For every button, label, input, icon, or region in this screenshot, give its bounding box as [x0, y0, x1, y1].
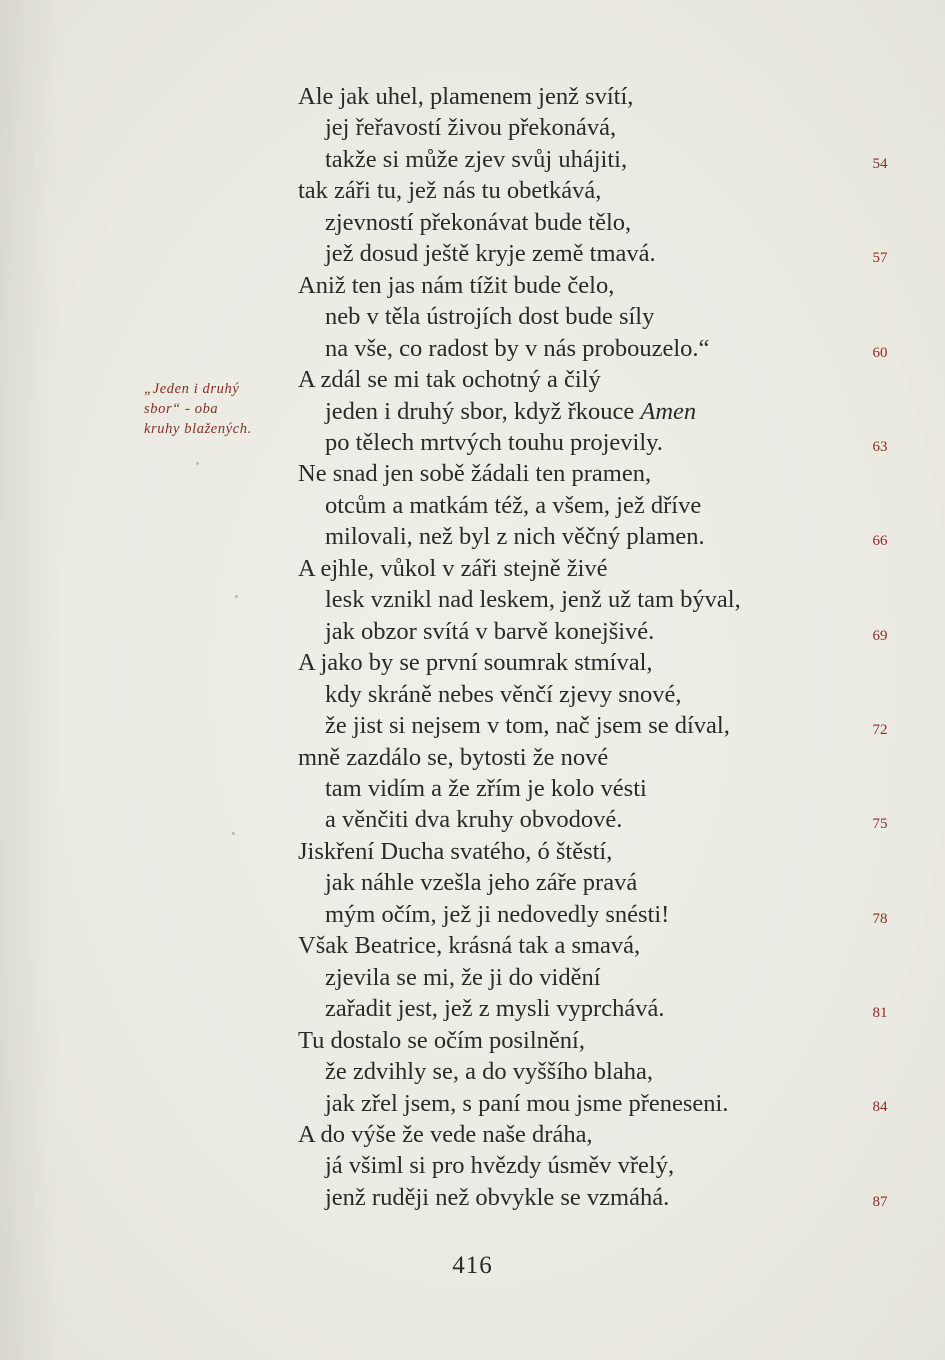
page-number: 416	[452, 1252, 493, 1279]
verse-line	[298, 1119, 818, 1150]
verse-line-text: jej řeřavostí živou překonává,	[325, 114, 617, 142]
line-number: 81	[872, 1005, 888, 1022]
verse-line-text: A jako by se první soumrak stmíval,	[298, 649, 653, 677]
verse-line	[298, 553, 818, 584]
verse-line-text: jak náhle vzešla jeho záře pravá	[325, 869, 638, 897]
verse-line-text: Ne snad jen sobě žádali ten pramen,	[298, 460, 652, 488]
verse-line	[298, 458, 818, 489]
verse-line	[298, 207, 818, 238]
verse-line-text: neb v těla ústrojích dost bude síly	[325, 303, 655, 331]
line-number: 54	[872, 155, 888, 172]
verse-line-text: takže si může zjev svůj uhájiti,	[325, 145, 628, 173]
verse-line	[298, 333, 818, 364]
verse-line	[298, 679, 818, 710]
verse-line-text: kdy skráně nebes věnčí zjevy snové,	[325, 680, 682, 708]
line-number: 78	[872, 910, 888, 927]
verse-line-text: mně zazdálo se, bytosti že nové	[298, 743, 609, 771]
verse-line	[298, 962, 818, 993]
verse-line-text: A zdál se mi tak ochotný a čilý	[298, 366, 601, 394]
verse-line	[298, 1088, 818, 1119]
line-number: 69	[872, 627, 888, 644]
gutter-shadow	[0, 0, 60, 1360]
verse-line	[298, 710, 818, 741]
verse-line	[298, 930, 818, 961]
verse-line	[298, 647, 818, 678]
verse-line-text: jak zřel jsem, s paní mou jsme přeneseni.	[325, 1089, 729, 1117]
verse-line-text: na vše, co radost by v nás probouzelo.“	[325, 334, 710, 362]
verse-line	[298, 1056, 818, 1087]
verse-line-text: Jiskření Ducha svatého, ó štěstí,	[298, 837, 613, 865]
verse-line-text: milovali, než byl z nich věčný plamen.	[325, 523, 705, 551]
verse-italic-word: Amen	[640, 397, 697, 425]
verse-line	[298, 364, 818, 395]
verse-line	[298, 396, 818, 427]
verse-line-text: tam vidím a že zřím je kolo vésti	[325, 774, 647, 802]
line-numbers-column	[860, 0, 910, 1360]
verse-line	[298, 584, 818, 615]
verse-line-text: já všiml si pro hvězdy úsměv vřelý,	[325, 1152, 675, 1180]
verse-line-text: A do výše že vede naše dráha,	[298, 1120, 593, 1148]
verse-line	[298, 1150, 818, 1181]
verse-line-text: zařadit jest, jež z mysli vyprchává.	[325, 995, 665, 1023]
line-number: 87	[872, 1193, 888, 1210]
verse-line-text: jež dosud ještě kryje země tmavá.	[325, 240, 656, 268]
verse-line	[298, 270, 818, 301]
verse-line	[298, 144, 818, 175]
margin-note-line: kruhy blažených.	[144, 421, 252, 437]
verse-line-text: zjevila se mi, že ji do vidění	[325, 963, 601, 991]
verse-line-text: jeden i druhý sbor, když řkouce	[325, 397, 641, 425]
line-number: 66	[872, 533, 888, 550]
verse-line-text: Tu dostalo se očím posilnění,	[298, 1026, 585, 1054]
line-number: 63	[872, 438, 888, 455]
verse-line	[298, 804, 818, 835]
verse-line	[298, 899, 818, 930]
verse-line	[298, 81, 818, 112]
paper-speck	[232, 832, 235, 835]
verse-line-text: zjevností překonávat bude tělo,	[325, 208, 632, 236]
verse-line	[298, 867, 818, 898]
verse-line-text: otcům a matkám též, a všem, jež dříve	[325, 491, 702, 519]
margin-note-line: „Jeden i druhý	[144, 381, 240, 397]
verse-line	[298, 490, 818, 521]
verse-line-text: Ale jak uhel, plamenem jenž svítí,	[298, 83, 634, 110]
verse-line	[298, 521, 818, 552]
verse-line-text: že jist si nejsem v tom, nač jsem se díval,	[325, 712, 730, 740]
line-number: 75	[872, 816, 888, 833]
verse-block	[298, 81, 818, 1213]
verse-line	[298, 238, 818, 269]
verse-line-text: Však Beatrice, krásná tak a smavá,	[298, 932, 641, 960]
verse-line-text: Aniž ten jas nám tížit bude čelo,	[298, 271, 615, 299]
verse-line	[298, 836, 818, 867]
line-number: 60	[872, 344, 888, 361]
margin-note	[144, 379, 274, 439]
verse-line-text: jenž ruději než obvykle se vzmáhá.	[325, 1183, 670, 1211]
verse-line	[298, 427, 818, 458]
verse-line-text: A ejhle, vůkol v záři stejně živé	[298, 554, 608, 582]
verse-line	[298, 1025, 818, 1056]
verse-line-text: jak obzor svítá v barvě konejšivé.	[325, 617, 655, 645]
verse-line-text: po tělech mrtvých touhu projevily.	[325, 428, 663, 456]
line-number: 57	[872, 250, 888, 267]
verse-line-text: že zdvihly se, a do vyššího blaha,	[325, 1058, 653, 1086]
line-number: 72	[872, 722, 888, 738]
paper-speck	[235, 595, 238, 598]
verse-line-text: lesk vznikl nad leskem, jenž už tam býval,	[325, 586, 741, 614]
margin-note-line: sbor“ - oba	[144, 401, 219, 417]
paper-speck	[196, 462, 199, 465]
verse-line-text: mým očím, jež ji nedovedly snésti!	[325, 900, 670, 928]
verse-line	[298, 112, 818, 143]
verse-line	[298, 993, 818, 1024]
verse-line	[298, 773, 818, 804]
verse-line-text: tak záři tu, jež nás tu obetkává,	[298, 177, 602, 205]
verse-line	[298, 1182, 818, 1213]
verse-line	[298, 175, 818, 206]
line-number: 84	[872, 1099, 888, 1116]
verse-line	[298, 301, 818, 332]
verse-line-text: a věnčiti dva kruhy obvodové.	[325, 806, 623, 834]
verse-line	[298, 742, 818, 773]
verse-line	[298, 616, 818, 647]
